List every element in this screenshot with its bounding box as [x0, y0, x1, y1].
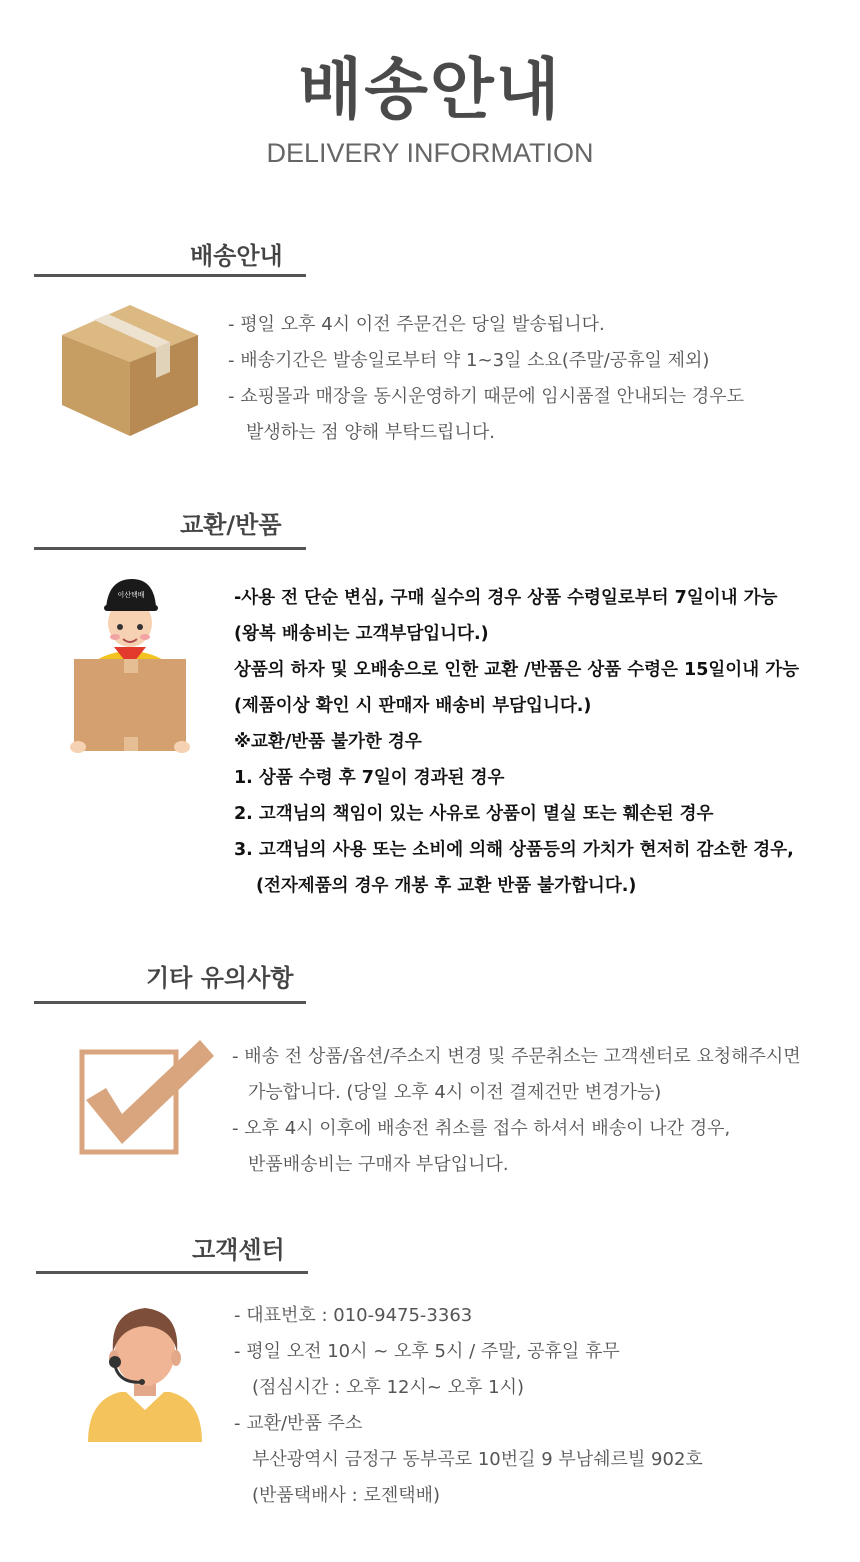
delivery-info-text: [228, 307, 744, 451]
section-divider: [34, 547, 306, 550]
notes-info-text: [232, 1039, 801, 1183]
text-line: - 오후 4시 이후에 배송전 취소를 접수 하셔서 배송이 나간 경우,: [232, 1118, 731, 1139]
box-icon: [58, 300, 203, 440]
text-line: (전자제품의 경우 개봉 후 교환 반품 불가합니다.): [256, 876, 637, 896]
address-line: 부산광역시 금정구 동부곡로 10번길 9 부남쉐르빌 902호: [252, 1449, 703, 1470]
text-line: 3. 고객님의 사용 또는 소비에 의해 상품등의 가치가 현저히 감소한 경우,: [234, 840, 794, 860]
section-title-support: 고객센터: [192, 1236, 285, 1264]
section-title-notes: 기타 유의사항: [146, 964, 294, 992]
text-line: 가능합니다. (당일 오후 4시 이전 결제건만 변경가능): [248, 1082, 662, 1103]
text-line: - 쇼핑몰과 매장을 동시운영하기 때문에 임시품절 안내되는 경우도: [228, 386, 745, 407]
section-divider: [34, 274, 306, 277]
text-line: 발생하는 점 양해 부탁드립니다.: [246, 422, 495, 443]
phone-number-line: - 대표번호 : 010-9475-3363: [234, 1305, 473, 1326]
text-line: 2. 고객님의 책임이 있는 사유로 상품이 멸실 또는 훼손된 경우: [234, 804, 714, 824]
text-line: 반품배송비는 구매자 부담입니다.: [248, 1154, 509, 1175]
text-line: (제품이상 확인 시 판매자 배송비 부담입니다.): [234, 696, 592, 716]
text-line: 1. 상품 수령 후 7일이 경과된 경우: [234, 768, 505, 788]
text-line: 상품의 하자 및 오배송으로 인한 교환 /반품은 상품 수령은 15일이내 가능: [234, 660, 800, 680]
returns-info-text: [234, 580, 799, 904]
text-line: (반품택배사 : 로젠택배): [252, 1485, 441, 1506]
text-line: - 배송기간은 발송일로부터 약 1~3일 소요(주말/공휴일 제외): [228, 350, 710, 371]
text-line: (점심시간 : 오후 12시~ 오후 1시): [252, 1377, 525, 1398]
checkmark-icon: [78, 1036, 218, 1156]
support-info-text: [234, 1298, 703, 1514]
text-line: - 평일 오후 4시 이전 주문건은 당일 발송됩니다.: [228, 314, 605, 335]
section-title-delivery: 배송안내: [190, 242, 283, 270]
text-line: -사용 전 단순 변심, 구매 실수의 경우 상품 수령일로부터 7일이내 가능: [234, 588, 778, 608]
cap-text: 이산택배: [117, 591, 145, 599]
text-line: (왕복 배송비는 고객부담입니다.): [234, 624, 489, 644]
section-divider: [34, 1001, 306, 1004]
page-subtitle: DELIVERY INFORMATION: [266, 138, 594, 168]
text-line: - 평일 오전 10시 ~ 오후 5시 / 주말, 공휴일 휴무: [234, 1341, 620, 1362]
text-line: - 교환/반품 주소: [234, 1413, 363, 1434]
text-line: ※교환/반품 불가한 경우: [234, 732, 422, 752]
page-title: 배송안내: [298, 51, 562, 128]
headset-agent-icon: [84, 1300, 206, 1442]
delivery-man-icon: [70, 575, 190, 757]
section-divider: [36, 1271, 308, 1274]
text-line: - 배송 전 상품/옵션/주소지 변경 및 주문취소는 고객센터로 요청해주시면: [232, 1046, 801, 1067]
section-title-returns: 교환/반품: [180, 511, 282, 539]
